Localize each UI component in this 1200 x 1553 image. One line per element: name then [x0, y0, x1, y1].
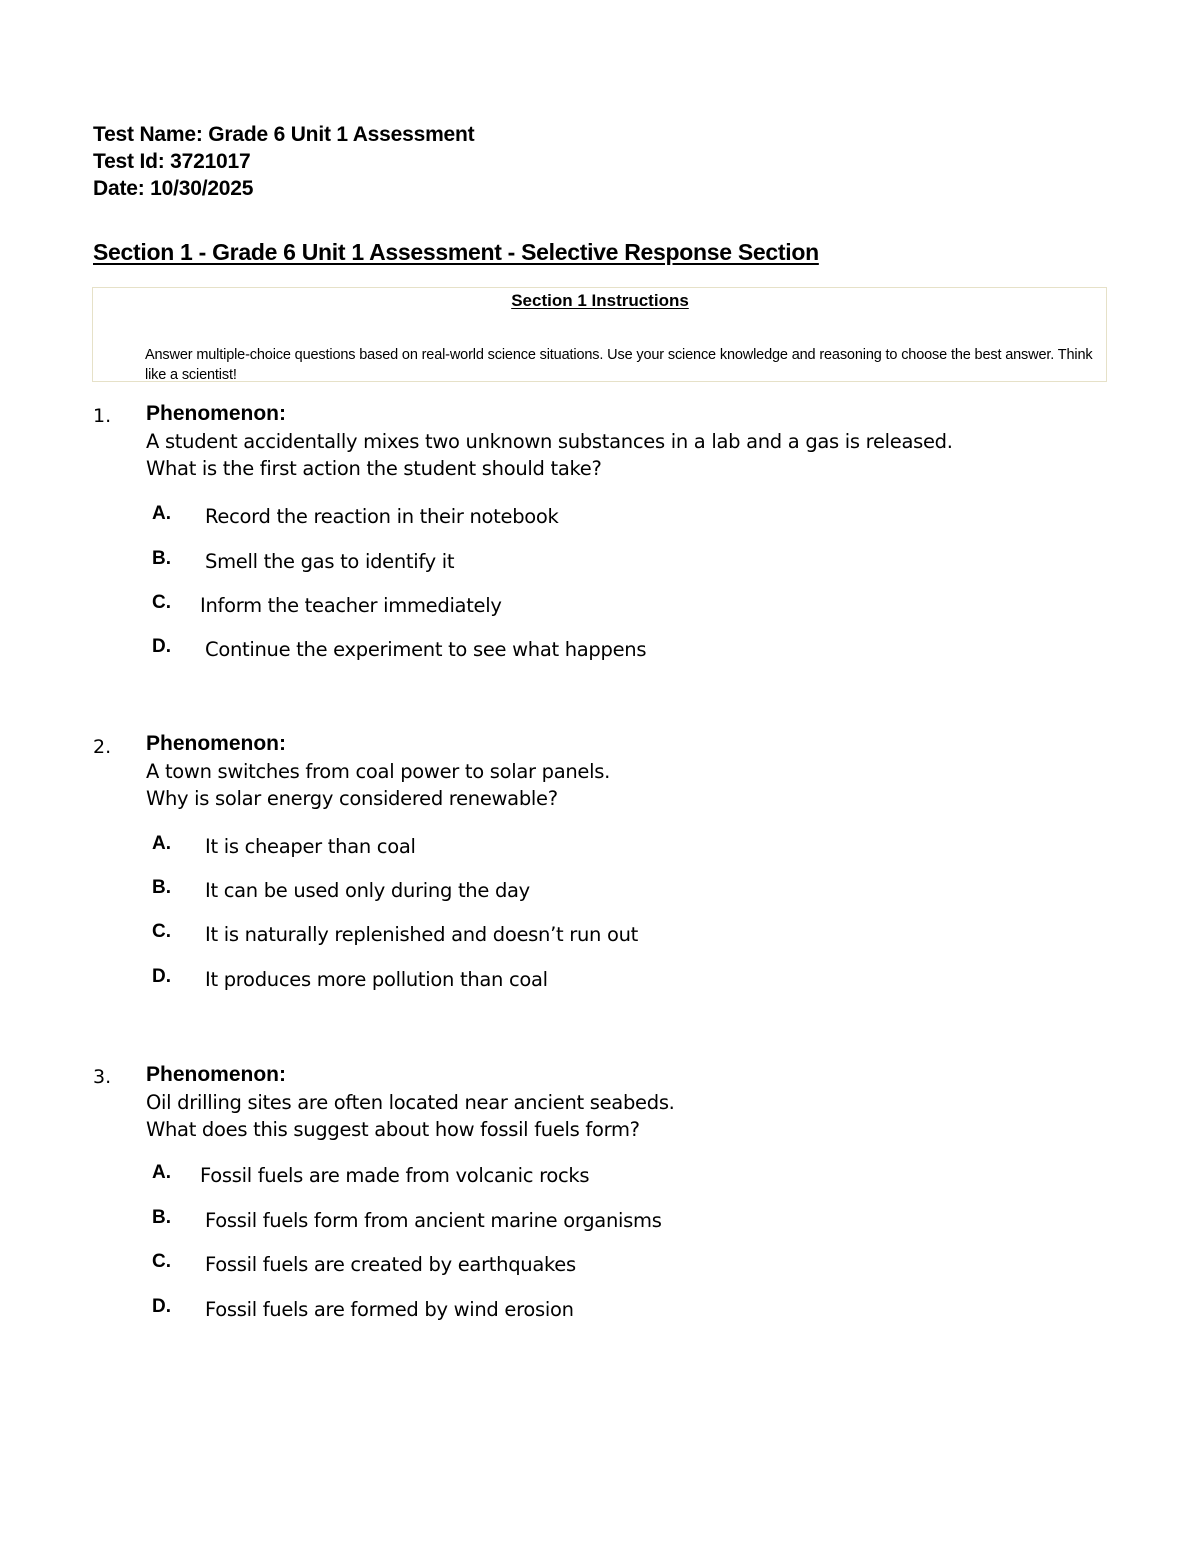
option-letter: D. — [152, 966, 171, 987]
option-text: Fossil fuels are made from volcanic rocks — [200, 1164, 590, 1187]
option-letter: A. — [152, 503, 171, 524]
question-prompt: What is the first action the student should take? — [146, 457, 602, 480]
option-letter: A. — [152, 833, 171, 854]
option-text: It can be used only during the day — [205, 879, 530, 902]
test-name: Test Name: Grade 6 Unit 1 Assessment — [93, 123, 475, 146]
question-prompt: What does this suggest about how fossil fuels form? — [146, 1118, 640, 1141]
option-letter: D. — [152, 636, 171, 657]
option-letter: B. — [152, 877, 171, 898]
option-text: It is naturally replenished and doesn’t run out — [205, 923, 638, 946]
option-letter: D. — [152, 1296, 171, 1317]
question-3 — [146, 1061, 1146, 1143]
question-number: 1. — [93, 405, 112, 427]
phenomenon-label: Phenomenon: — [146, 402, 286, 425]
instructions-text: Answer multiple-choice questions based on real-world science situations. Use your science knowledge and reasoning to choose the best answer. Think like a scientist! — [145, 347, 1093, 383]
phenomenon-label: Phenomenon: — [146, 732, 286, 755]
option-letter: C. — [152, 921, 171, 942]
option-letter: C. — [152, 1251, 171, 1272]
option-text: Fossil fuels are formed by wind erosion — [205, 1298, 574, 1321]
question-stem: Oil drilling sites are often located near ancient seabeds. — [146, 1091, 675, 1114]
phenomenon-label: Phenomenon: — [146, 1063, 286, 1086]
option-text: Smell the gas to identify it — [205, 550, 455, 573]
option-letter: B. — [152, 1207, 171, 1228]
question-stem: A town switches from coal power to solar panels. — [146, 760, 610, 783]
option-letter: C. — [152, 592, 171, 613]
test-date: Date: 10/30/2025 — [93, 177, 254, 200]
question-1 — [146, 400, 1146, 482]
question-stem: A student accidentally mixes two unknown substances in a lab and a gas is released. — [146, 430, 953, 453]
question-prompt: Why is solar energy considered renewable? — [146, 787, 558, 810]
instructions-title: Section 1 Instructions — [511, 291, 689, 310]
question-2 — [146, 730, 1146, 812]
option-letter: B. — [152, 548, 171, 569]
option-text: Fossil fuels are created by earthquakes — [205, 1253, 576, 1276]
option-text: It is cheaper than coal — [205, 835, 416, 858]
question-number: 2. — [93, 736, 112, 758]
option-letter: A. — [152, 1162, 171, 1183]
section-title: Section 1 - Grade 6 Unit 1 Assessment - Selective Response Section — [93, 239, 819, 265]
option-text: Inform the teacher immediately — [200, 594, 502, 617]
option-text: Record the reaction in their notebook — [205, 505, 559, 528]
test-id: Test Id: 3721017 — [93, 150, 251, 173]
option-text: Fossil fuels form from ancient marine organisms — [205, 1209, 662, 1232]
option-text: Continue the experiment to see what happens — [205, 638, 647, 661]
question-number: 3. — [93, 1066, 112, 1088]
option-text: It produces more pollution than coal — [205, 968, 548, 991]
